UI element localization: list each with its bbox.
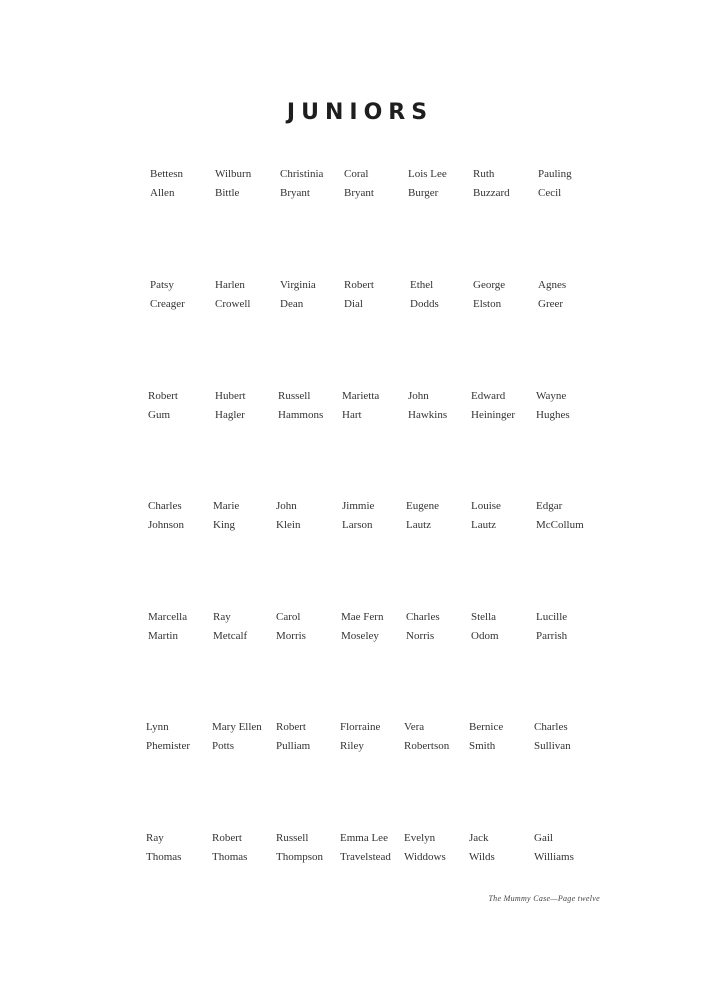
student-last-name: Bryant bbox=[280, 187, 310, 199]
student-first-name: Marie bbox=[213, 500, 240, 512]
student-entry bbox=[471, 608, 499, 646]
student-first-name: Coral bbox=[344, 168, 369, 180]
student-entry bbox=[341, 608, 383, 646]
student-first-name: Florraine bbox=[340, 721, 381, 733]
student-entry bbox=[280, 165, 323, 203]
student-first-name: Ray bbox=[146, 832, 164, 844]
student-entry bbox=[213, 497, 239, 535]
student-first-name: Ray bbox=[213, 611, 231, 623]
student-entry bbox=[538, 276, 566, 314]
student-entry bbox=[215, 387, 246, 425]
student-last-name: Odom bbox=[471, 630, 499, 642]
student-entry bbox=[473, 276, 505, 314]
student-first-name: Charles bbox=[148, 500, 182, 512]
student-entry bbox=[276, 608, 306, 646]
student-first-name: Wayne bbox=[536, 390, 567, 402]
student-entry bbox=[404, 829, 446, 867]
student-last-name: Thompson bbox=[276, 851, 324, 863]
student-first-name: Vera bbox=[404, 721, 425, 733]
student-entry bbox=[276, 718, 310, 756]
student-entry bbox=[469, 829, 495, 867]
page-footer: The Mummy Case—Page twelve bbox=[488, 894, 600, 903]
student-entry bbox=[534, 829, 574, 867]
student-entry bbox=[342, 497, 374, 535]
student-entry bbox=[406, 608, 440, 646]
student-last-name: Dean bbox=[280, 298, 304, 310]
student-last-name: Norris bbox=[406, 630, 435, 642]
student-last-name: Travelstead bbox=[340, 851, 391, 863]
student-first-name: Robert bbox=[344, 279, 374, 291]
student-first-name: Harlen bbox=[215, 279, 245, 291]
student-entry bbox=[215, 276, 250, 314]
student-last-name: McCollum bbox=[536, 519, 584, 531]
student-first-name: Ruth bbox=[473, 168, 495, 180]
student-last-name: Phemister bbox=[146, 740, 190, 752]
student-last-name: Lautz bbox=[406, 519, 432, 531]
student-last-name: Elston bbox=[473, 298, 502, 310]
student-last-name: Crowell bbox=[215, 298, 251, 310]
student-first-name: John bbox=[276, 500, 297, 512]
student-last-name: Allen bbox=[150, 187, 175, 199]
student-entry bbox=[276, 497, 300, 535]
student-entry bbox=[146, 829, 181, 867]
student-last-name: Moseley bbox=[341, 630, 379, 642]
student-first-name: Bernice bbox=[469, 721, 504, 733]
student-first-name: Patsy bbox=[150, 279, 174, 291]
student-last-name: Gum bbox=[148, 409, 170, 421]
student-entry bbox=[150, 165, 183, 203]
student-entry bbox=[406, 497, 439, 535]
student-entry bbox=[536, 608, 567, 646]
student-first-name: Lucille bbox=[536, 611, 568, 623]
student-last-name: Williams bbox=[534, 851, 574, 863]
student-last-name: Cecil bbox=[538, 187, 562, 199]
student-last-name: Smith bbox=[469, 740, 496, 752]
student-first-name: Mae Fern bbox=[341, 611, 384, 623]
student-entry bbox=[146, 718, 190, 756]
student-entry bbox=[408, 387, 447, 425]
student-first-name: Gail bbox=[534, 832, 553, 844]
student-entry bbox=[538, 165, 572, 203]
student-entry bbox=[148, 497, 184, 535]
student-last-name: Parrish bbox=[536, 630, 568, 642]
student-first-name: Charles bbox=[406, 611, 440, 623]
student-first-name: Robert bbox=[148, 390, 178, 402]
student-first-name: Edward bbox=[471, 390, 506, 402]
student-last-name: Robertson bbox=[404, 740, 450, 752]
student-first-name: Lois Lee bbox=[408, 168, 447, 180]
student-last-name: Dial bbox=[344, 298, 363, 310]
student-first-name: Virginia bbox=[280, 279, 316, 291]
student-last-name: Buzzard bbox=[473, 187, 510, 199]
student-entry bbox=[280, 276, 316, 314]
student-last-name: Pulliam bbox=[276, 740, 311, 752]
student-last-name: Martin bbox=[148, 630, 178, 642]
student-first-name: Lynn bbox=[146, 721, 169, 733]
student-last-name: King bbox=[213, 519, 235, 531]
student-last-name: Johnson bbox=[148, 519, 185, 531]
student-last-name: Potts bbox=[212, 740, 235, 752]
student-entry bbox=[534, 718, 571, 756]
student-last-name: Klein bbox=[276, 519, 301, 531]
student-first-name: Bettesn bbox=[150, 168, 183, 180]
student-first-name: Jimmie bbox=[342, 500, 375, 512]
student-entry bbox=[471, 387, 515, 425]
student-entry bbox=[408, 165, 447, 203]
page-title: JUNIORS bbox=[286, 100, 434, 125]
student-entry bbox=[344, 276, 374, 314]
student-last-name: Hart bbox=[342, 409, 362, 421]
student-last-name: Burger bbox=[408, 187, 439, 199]
student-last-name: Hagler bbox=[215, 409, 245, 421]
student-entry bbox=[148, 608, 187, 646]
student-entry bbox=[150, 276, 185, 314]
student-first-name: Robert bbox=[212, 832, 242, 844]
student-entry bbox=[469, 718, 503, 756]
student-entry bbox=[342, 387, 379, 425]
student-entry bbox=[473, 165, 510, 203]
student-last-name: Bittle bbox=[215, 187, 240, 199]
student-entry bbox=[340, 829, 391, 867]
student-entry bbox=[410, 276, 439, 314]
student-first-name: Jack bbox=[469, 832, 489, 844]
student-first-name: Pauling bbox=[538, 168, 572, 180]
student-first-name: Marcella bbox=[148, 611, 188, 623]
student-first-name: George bbox=[473, 279, 506, 291]
student-first-name: Evelyn bbox=[404, 832, 436, 844]
student-first-name: Christinia bbox=[280, 168, 324, 180]
student-last-name: Hammons bbox=[278, 409, 324, 421]
student-entry bbox=[212, 829, 247, 867]
student-last-name: Bryant bbox=[344, 187, 374, 199]
student-entry bbox=[215, 165, 251, 203]
student-entry bbox=[536, 387, 570, 425]
student-first-name: Ethel bbox=[410, 279, 434, 291]
student-first-name: Stella bbox=[471, 611, 497, 623]
student-last-name: Greer bbox=[538, 298, 564, 310]
student-first-name: John bbox=[408, 390, 429, 402]
student-first-name: Louise bbox=[471, 500, 501, 512]
student-last-name: Lautz bbox=[471, 519, 497, 531]
student-entry bbox=[404, 718, 449, 756]
student-last-name: Creager bbox=[150, 298, 185, 310]
student-last-name: Heininger bbox=[471, 409, 515, 421]
student-entry bbox=[148, 387, 178, 425]
student-entry bbox=[213, 608, 247, 646]
student-last-name: Thomas bbox=[212, 851, 248, 863]
student-first-name: Agnes bbox=[538, 279, 567, 291]
student-entry bbox=[340, 718, 380, 756]
student-entry bbox=[212, 718, 262, 756]
student-first-name: Carol bbox=[276, 611, 301, 623]
student-entry bbox=[276, 829, 323, 867]
student-first-name: Marietta bbox=[342, 390, 380, 402]
student-first-name: Russell bbox=[276, 832, 309, 844]
student-first-name: Charles bbox=[534, 721, 568, 733]
student-entry bbox=[278, 387, 323, 425]
student-last-name: Wilds bbox=[469, 851, 495, 863]
student-first-name: Emma Lee bbox=[340, 832, 388, 844]
student-first-name: Russell bbox=[278, 390, 311, 402]
student-first-name: Hubert bbox=[215, 390, 246, 402]
student-last-name: Morris bbox=[276, 630, 306, 642]
student-last-name: Hawkins bbox=[408, 409, 448, 421]
student-first-name: Robert bbox=[276, 721, 306, 733]
student-first-name: Edgar bbox=[536, 500, 563, 512]
student-entry bbox=[344, 165, 374, 203]
student-entry bbox=[471, 497, 501, 535]
student-entry bbox=[536, 497, 584, 535]
student-last-name: Larson bbox=[342, 519, 373, 531]
student-first-name: Eugene bbox=[406, 500, 439, 512]
student-first-name: Wilburn bbox=[215, 168, 252, 180]
student-first-name: Mary Ellen bbox=[212, 721, 262, 733]
student-last-name: Hughes bbox=[536, 409, 570, 421]
student-last-name: Dodds bbox=[410, 298, 439, 310]
student-last-name: Riley bbox=[340, 740, 364, 752]
student-last-name: Metcalf bbox=[213, 630, 248, 642]
student-last-name: Thomas bbox=[146, 851, 182, 863]
student-last-name: Widdows bbox=[404, 851, 446, 863]
student-last-name: Sullivan bbox=[534, 740, 571, 752]
